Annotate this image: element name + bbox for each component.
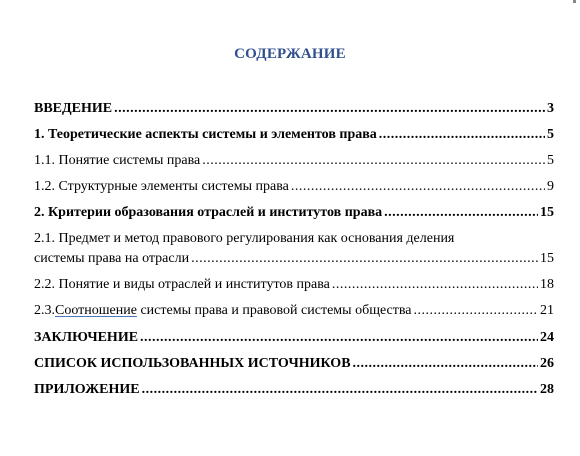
dot-leader xyxy=(191,250,538,267)
toc-entry-references[interactable] xyxy=(34,355,554,372)
dot-leader xyxy=(353,355,538,372)
toc-page-number: 21 xyxy=(540,303,554,318)
toc-entry-section-2-3[interactable] xyxy=(34,302,554,319)
toc-page-number: 15 xyxy=(540,251,554,266)
toc-entry-label: СПИСОК ИСПОЛЬЗОВАННЫХ ИСТОЧНИКОВ xyxy=(34,356,351,371)
toc-page-number: 5 xyxy=(547,153,554,168)
toc-entry-label: ПРИЛОЖЕНИЕ xyxy=(34,382,140,397)
toc-entry-label-line-1: 2.1. Предмет и метод правового регулирования как основания деления xyxy=(34,231,455,246)
dot-leader xyxy=(379,126,545,143)
toc-title: СОДЕРЖАНИЕ xyxy=(234,46,346,62)
toc-entry-section-2[interactable] xyxy=(34,204,554,221)
dot-leader xyxy=(384,204,538,221)
toc-entry-section-2-2[interactable] xyxy=(34,276,554,293)
toc-entry-section-1[interactable] xyxy=(34,126,554,143)
toc-entry-label: 1.1. Понятие системы права xyxy=(34,153,201,168)
toc-entry-label: 2.2. Понятие и виды отраслей и институтов права xyxy=(34,277,330,292)
toc-page-number: 18 xyxy=(540,277,554,292)
toc-page-number: 3 xyxy=(547,101,554,116)
dot-leader xyxy=(142,381,538,398)
dot-leader xyxy=(140,329,538,346)
toc-entry-section-1-2[interactable] xyxy=(34,178,554,195)
dot-leader xyxy=(332,276,538,293)
toc-entry-label: ЗАКЛЮЧЕНИЕ xyxy=(34,330,139,345)
toc-page-number: 9 xyxy=(547,179,554,194)
toc-entry-appendix[interactable] xyxy=(34,381,554,398)
toc-page-number: 5 xyxy=(547,127,554,142)
toc-entry-label: ВВЕДЕНИЕ xyxy=(34,101,113,116)
toc-entry-conclusion[interactable] xyxy=(34,329,554,346)
page-corner-mark xyxy=(573,0,576,3)
toc-entry-label-prefix: 2.3. xyxy=(34,303,55,318)
toc-page-number: 15 xyxy=(540,205,554,220)
toc-entry-section-2-1[interactable] xyxy=(34,230,554,267)
toc-page-number: 24 xyxy=(540,330,554,345)
dot-leader xyxy=(291,178,545,195)
dot-leader xyxy=(114,100,545,117)
dot-leader xyxy=(202,152,545,169)
spellcheck-underlined-word: Соотношение xyxy=(55,303,137,318)
toc-page-number: 26 xyxy=(540,356,554,371)
toc-entry-label-line-2: системы права на отрасли xyxy=(34,251,190,266)
toc-entry-label: 1. Теоретические аспекты системы и элементов права xyxy=(34,127,377,142)
toc-entry-label: 2. Критерии образования отраслей и институтов права xyxy=(34,205,383,220)
toc-entry-label xyxy=(34,302,412,319)
toc-entry-label-rest: системы права и правовой системы общества xyxy=(136,303,412,318)
toc-entry-label: 1.2. Структурные элементы системы права xyxy=(34,179,289,194)
toc-entry-section-1-1[interactable] xyxy=(34,152,554,169)
toc-entry-introduction[interactable] xyxy=(34,100,554,117)
toc-page-number: 28 xyxy=(540,382,554,397)
dot-leader xyxy=(414,302,538,319)
